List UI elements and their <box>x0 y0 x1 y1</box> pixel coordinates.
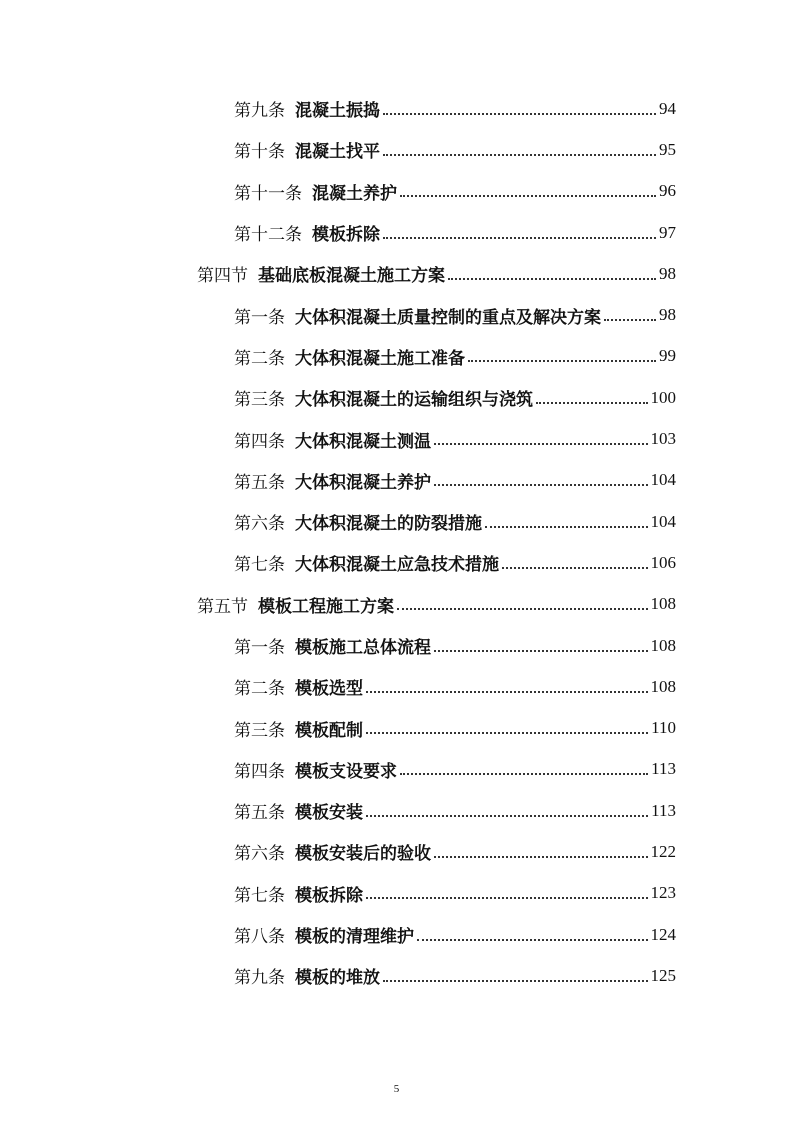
toc-entry-title: 模板安装 <box>295 803 363 824</box>
toc-entry-title: 大体积混凝土测温 <box>295 431 431 452</box>
toc-entry-title: 基础底板混凝土施工方案 <box>258 266 445 287</box>
toc-article-entry[interactable] <box>0 955 793 996</box>
toc-entry-title: 模板的清理维护 <box>295 927 414 948</box>
toc-dot-leader <box>502 567 648 569</box>
table-of-contents <box>0 88 793 997</box>
toc-article-entry[interactable] <box>0 212 793 253</box>
toc-entry-title: 大体积混凝土养护 <box>295 472 431 493</box>
toc-entry-page: 113 <box>651 759 676 779</box>
toc-dot-leader <box>434 856 648 858</box>
toc-dot-leader <box>366 732 648 734</box>
toc-entry-page: 104 <box>650 511 676 531</box>
toc-article-entry[interactable] <box>0 418 793 459</box>
toc-dot-leader <box>397 608 648 610</box>
toc-entry-number: 第五条 <box>234 803 285 824</box>
toc-article-entry[interactable] <box>0 831 793 872</box>
toc-article-entry[interactable] <box>0 914 793 955</box>
toc-dot-leader <box>383 237 656 239</box>
toc-entry-title: 混凝土养护 <box>312 183 397 204</box>
toc-article-entry[interactable] <box>0 129 793 170</box>
toc-dot-leader <box>604 319 656 321</box>
toc-entry-title: 模板施工总体流程 <box>295 638 431 658</box>
toc-dot-leader <box>366 691 648 693</box>
toc-section-entry[interactable] <box>0 253 793 294</box>
toc-entry-title: 模板安装后的验收 <box>295 844 431 865</box>
toc-entry-title: 模板选型 <box>295 679 363 700</box>
toc-entry-page: 99 <box>659 346 676 366</box>
toc-article-entry[interactable] <box>0 377 793 418</box>
toc-dot-leader <box>383 113 656 115</box>
toc-dot-leader <box>434 484 648 486</box>
toc-entry-title: 模板拆除 <box>295 885 363 906</box>
toc-dot-leader <box>400 773 648 775</box>
toc-entry-number: 第十条 <box>234 142 285 163</box>
toc-entry-number: 第四节 <box>197 266 248 287</box>
toc-entry-page: 94 <box>659 98 676 118</box>
toc-entry-page: 96 <box>659 181 676 201</box>
toc-entry-page: 104 <box>650 470 676 490</box>
toc-dot-leader <box>485 526 648 528</box>
toc-entry-number: 第七条 <box>234 555 285 576</box>
toc-entry-page: 122 <box>650 841 676 861</box>
toc-dot-leader <box>383 980 648 982</box>
toc-entry-page: 97 <box>659 222 676 242</box>
toc-entry-number: 第三条 <box>234 390 285 411</box>
toc-entry-page: 124 <box>650 924 676 944</box>
toc-article-entry[interactable] <box>0 873 793 914</box>
toc-entry-page: 98 <box>659 263 676 283</box>
toc-article-entry[interactable] <box>0 460 793 501</box>
toc-entry-title: 大体积混凝土施工准备 <box>295 348 465 369</box>
toc-dot-leader <box>448 278 656 280</box>
toc-article-entry[interactable] <box>0 294 793 335</box>
toc-article-entry[interactable] <box>0 501 793 542</box>
toc-entry-page: 110 <box>651 718 676 738</box>
toc-dot-leader <box>417 939 648 941</box>
toc-entry-page: 108 <box>650 594 676 614</box>
toc-entry-page: 100 <box>650 387 676 407</box>
toc-dot-leader <box>400 195 656 197</box>
toc-article-entry[interactable] <box>0 336 793 377</box>
toc-entry-number: 第一条 <box>234 307 285 328</box>
toc-section-entry[interactable] <box>0 584 793 625</box>
page-number: 5 <box>393 1083 400 1095</box>
toc-entry-title: 模板配制 <box>295 720 363 741</box>
toc-entry-number: 第二条 <box>234 348 285 369</box>
toc-article-entry[interactable] <box>0 749 793 790</box>
toc-dot-leader <box>434 443 648 445</box>
toc-entry-number: 第二条 <box>234 679 285 700</box>
toc-entry-title: 模板工程施工方案 <box>258 596 394 617</box>
toc-entry-number: 第五节 <box>197 596 248 617</box>
toc-article-entry[interactable] <box>0 666 793 707</box>
toc-entry-title: 模板的堆放 <box>295 968 380 989</box>
toc-dot-leader <box>383 154 656 156</box>
toc-entry-number: 第六条 <box>234 844 285 865</box>
toc-article-entry[interactable] <box>0 88 793 129</box>
toc-entry-number: 第八条 <box>234 927 285 948</box>
toc-article-entry[interactable] <box>0 625 793 666</box>
toc-entry-number: 第六条 <box>234 514 285 535</box>
toc-entry-number: 第五条 <box>234 472 285 493</box>
toc-dot-leader <box>434 650 648 652</box>
toc-entry-number: 第九条 <box>234 101 285 122</box>
toc-entry-number: 第四条 <box>234 761 285 782</box>
toc-entry-title: 混凝土振捣 <box>295 101 380 122</box>
toc-entry-number: 第九条 <box>234 968 285 989</box>
toc-entry-page: 108 <box>650 676 676 696</box>
toc-entry-number: 第十二条 <box>234 225 302 246</box>
toc-entry-title: 模板支设要求 <box>295 761 397 782</box>
toc-article-entry[interactable] <box>0 707 793 748</box>
toc-entry-page: 108 <box>650 635 676 655</box>
toc-entry-title: 混凝土找平 <box>295 142 380 163</box>
toc-article-entry[interactable] <box>0 542 793 583</box>
toc-article-entry[interactable] <box>0 171 793 212</box>
toc-entry-title: 大体积混凝土应急技术措施 <box>295 555 499 576</box>
toc-entry-number: 第三条 <box>234 720 285 741</box>
toc-entry-number: 第四条 <box>234 431 285 452</box>
toc-entry-title: 大体积混凝土质量控制的重点及解决方案 <box>295 307 601 328</box>
toc-article-entry[interactable] <box>0 790 793 831</box>
toc-entry-page: 103 <box>650 429 676 449</box>
toc-entry-page: 113 <box>651 800 676 820</box>
toc-dot-leader <box>468 360 656 362</box>
toc-entry-title: 大体积混凝土的防裂措施 <box>295 514 482 535</box>
toc-entry-number: 第十一条 <box>234 183 302 204</box>
toc-entry-page: 106 <box>650 552 676 572</box>
toc-entry-page: 123 <box>650 883 676 903</box>
toc-entry-page: 95 <box>659 139 676 159</box>
toc-entry-title: 模板拆除 <box>312 225 380 246</box>
toc-dot-leader <box>366 815 648 817</box>
toc-entry-number: 第一条 <box>234 638 285 658</box>
toc-entry-title: 大体积混凝土的运输组织与浇筑 <box>295 390 533 411</box>
toc-dot-leader <box>366 897 648 899</box>
toc-entry-page: 125 <box>650 965 676 985</box>
toc-dot-leader <box>536 402 648 404</box>
toc-entry-page: 98 <box>659 305 676 325</box>
toc-entry-number: 第七条 <box>234 885 285 906</box>
